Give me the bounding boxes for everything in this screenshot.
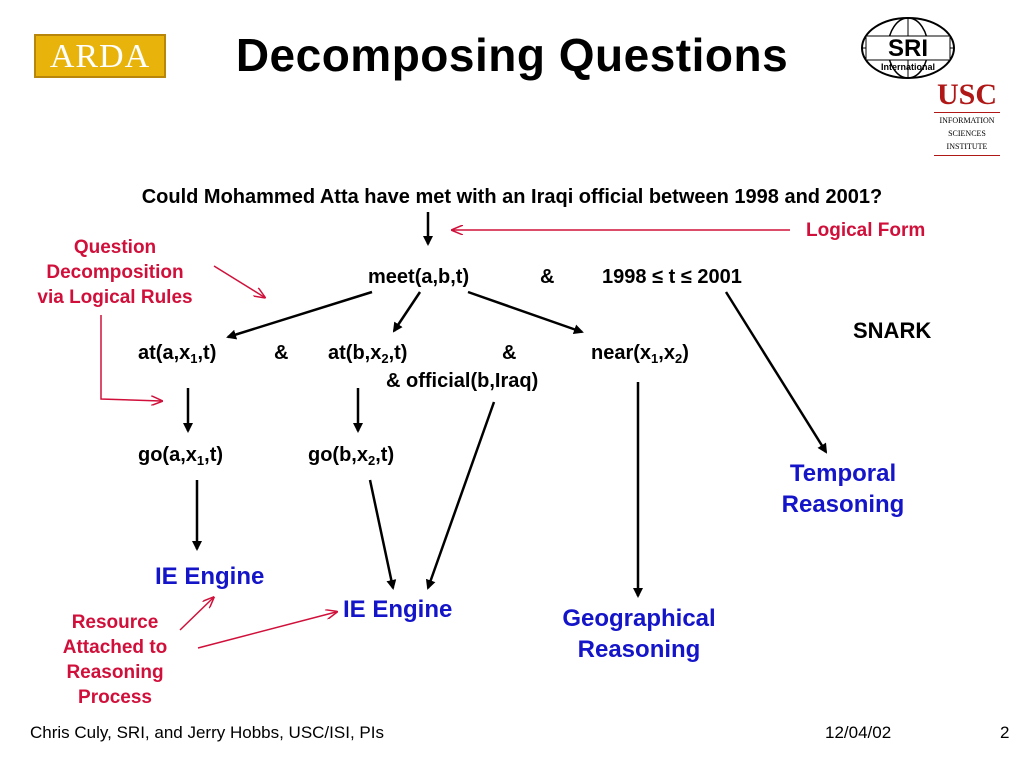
ie-engine-1: IE Engine [155,563,265,590]
le-symbol-1: ≤ [652,266,664,288]
time-variable: t [668,266,676,288]
near-pre: near(x [591,342,652,364]
temporal-reasoning-line-2: Reasoning [781,491,905,518]
resource-attached-line-2: Attached to [62,637,168,658]
question-decomposition-line-3: via Logical Rules [37,287,193,308]
at-a-post: ,t) [197,342,217,364]
go-b-pre: go(b,x [308,444,368,466]
near-sub-2: 2 [674,351,683,366]
resource-attached-line-3: Reasoning [66,662,164,683]
go-a-pre: go(a,x [138,444,197,466]
arrow-official-to-ie-engine [428,402,494,588]
resource-attached-line-4: Process [78,687,152,708]
near-post: ) [682,342,689,364]
ie-engine-2: IE Engine [343,596,453,623]
go-a-post: ,t) [204,444,224,466]
arrow-temporal-to-reasoning [726,292,826,452]
sri-logo-text: SRI [887,35,929,62]
arrow-meet-to-at-b [394,292,420,331]
geographical-reasoning-line-1: Geographical [562,605,716,632]
page-number: 2 [1000,723,1010,742]
go-b-post: ,t) [375,444,395,466]
isi-line-2: SCIENCES [948,129,986,138]
arrow-resource-to-ie-engine-1 [180,598,213,630]
conjunction-1: & [540,266,555,288]
temporal-reasoning-line-1: Temporal [789,460,897,487]
at-b-sub: 2 [381,351,389,366]
go-a-sub: 1 [196,453,205,468]
at-b-post: ,t) [388,342,408,364]
conjunction-3: & [502,342,517,364]
page-title: Decomposing Questions [235,29,789,81]
at-a-sub: 1 [190,351,198,366]
at-a-pre: at(a,x [138,342,191,364]
arrow-resource-to-ie-engine-2 [198,612,336,648]
at-b-pre: at(b,x [328,342,382,364]
snark-label: SNARK [853,318,932,343]
arda-logo-text: ARDA [49,38,151,75]
year-2001: 2001 [697,266,742,288]
sri-logo-subtext: International [880,62,936,72]
meet-formula: meet(a,b,t) [368,266,470,288]
question-text: Could Mohammed Atta have met with an Iraqi official between 1998 and 2001? [141,186,883,208]
year-1998: 1998 [602,266,647,288]
geographical-reasoning-line-2: Reasoning [577,636,701,663]
logical-form-label: Logical Form [806,220,926,241]
isi-line-1: INFORMATION [939,116,995,125]
arrow-meet-to-at-a [228,292,372,337]
near-mid: ,x [658,342,675,364]
arrow-decomposition-to-at-a [101,315,161,401]
near-sub-1: 1 [651,351,659,366]
isi-line-3: INSTITUTE [946,142,988,151]
conjunction-2: & [274,342,289,364]
arrow-go-b-to-ie-engine [370,480,393,588]
arrow-decomposition-to-meet [214,266,264,297]
official-formula: & official(b,Iraq) [386,370,539,392]
usc-logo-text: USC [936,78,997,111]
footer-date: 12/04/02 [825,723,892,742]
le-symbol-2: ≤ [680,266,692,288]
resource-attached-line-1: Resource [71,612,159,633]
question-decomposition-line-1: Question [73,237,157,258]
footer-authors: Chris Culy, SRI, and Jerry Hobbs, USC/ISI, PIs [30,723,384,742]
question-decomposition-line-2: Decomposition [46,262,184,283]
arrow-meet-to-near [468,292,582,332]
go-b-sub: 2 [368,453,376,468]
